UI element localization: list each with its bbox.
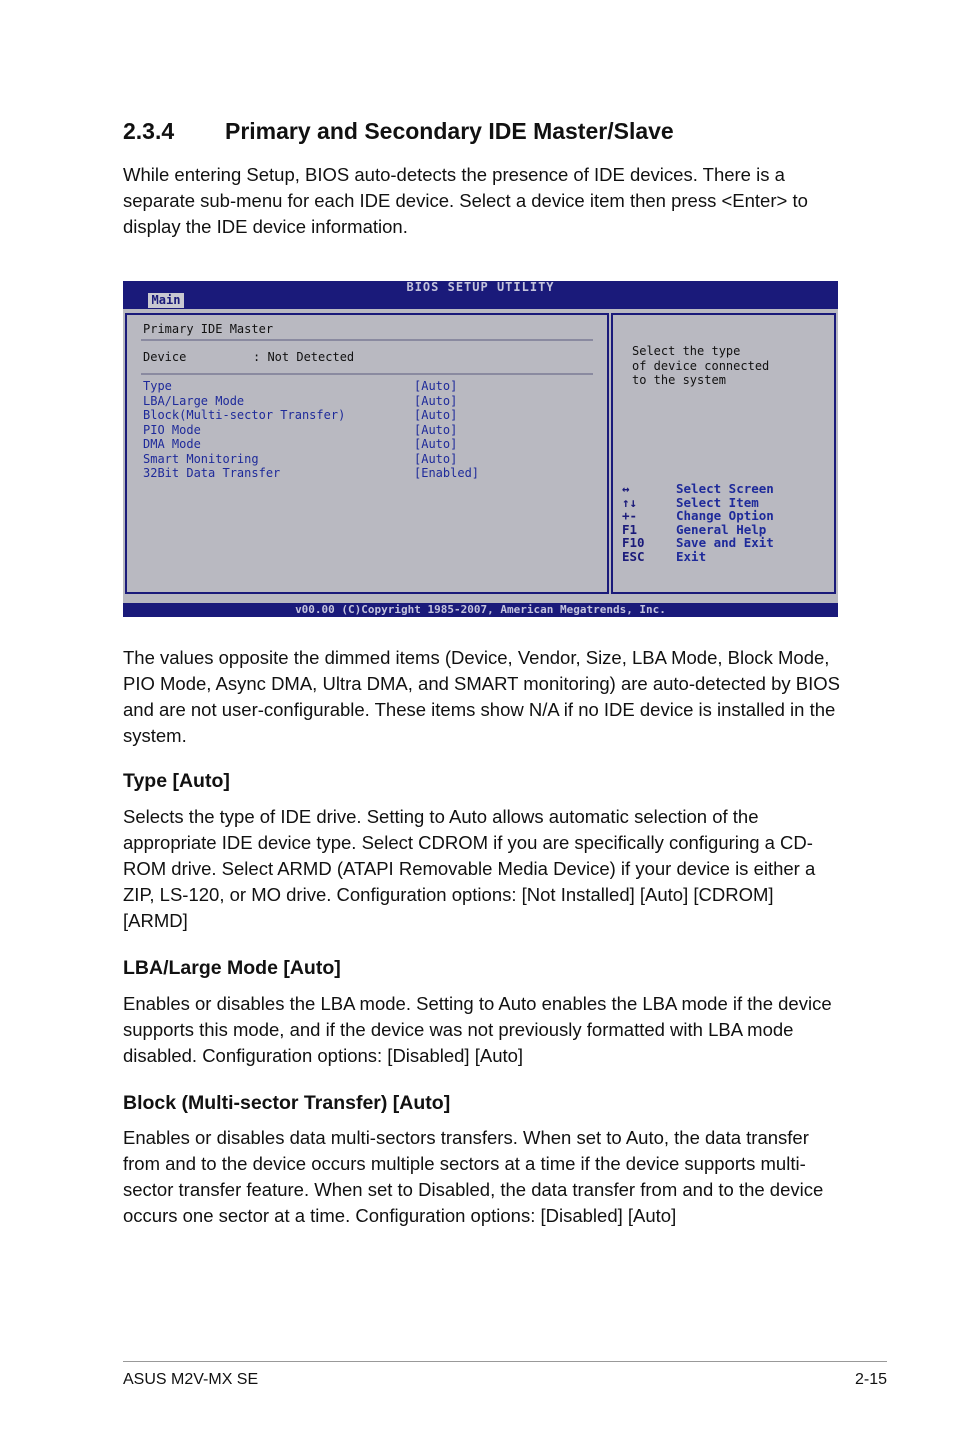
key-action: Exit bbox=[676, 548, 707, 564]
block-heading: Block (Multi-sector Transfer) [Auto] bbox=[123, 1092, 451, 1114]
lba-heading: LBA/Large Mode [Auto] bbox=[123, 957, 341, 979]
bios-item-smart-value[interactable]: [Auto] bbox=[414, 451, 458, 466]
bios-item-block-value[interactable]: [Auto] bbox=[414, 408, 458, 422]
key-action: Select Screen bbox=[676, 481, 774, 496]
bios-help-line: of device connected bbox=[632, 358, 770, 373]
bios-help-line: to the system bbox=[632, 373, 726, 387]
bios-divider bbox=[141, 339, 593, 341]
footer-divider bbox=[123, 1361, 887, 1362]
footer-page-number: 2-15 bbox=[854, 1371, 887, 1388]
key-action: Save and Exit bbox=[676, 535, 774, 550]
key-action: General Help bbox=[676, 521, 767, 537]
bios-item-type[interactable]: Type bbox=[143, 379, 172, 393]
section-number: 2.3.4 bbox=[123, 118, 175, 144]
footer-product: ASUS M2V-MX SE bbox=[123, 1371, 259, 1388]
section-title bbox=[123, 118, 674, 145]
bios-item-32bit-value[interactable]: [Enabled] bbox=[414, 466, 480, 480]
bios-divider bbox=[141, 373, 593, 375]
bios-item-block[interactable]: Block(Multi-sector Transfer) bbox=[143, 408, 346, 422]
type-paragraph: Selects the type of IDE drive. Setting to Auto allows automatic selection of the appropriate IDE device type. Select CDROM if you are specifically configuring a CD-ROM drive. Select ARMD (ATAPI Removable Media Device) if your device is either a ZIP, LS-120, or MO drive. Configuration options: [Not Installed] [Auto] [CDROM] [ARMD] bbox=[123, 806, 816, 931]
key-arrows-ud: ↑↓ bbox=[622, 494, 638, 510]
key-arrows-lr: ↔ bbox=[622, 481, 630, 496]
bios-tab-main[interactable]: Main bbox=[148, 293, 184, 308]
bios-item-lba[interactable]: LBA/Large Mode bbox=[143, 393, 245, 408]
values-paragraph: The values opposite the dimmed items (Device, Vendor, Size, LBA Mode, Block Mode, PIO Mode, Async DMA, Ultra DMA, and SMART monitoring) are auto-detected by BIOS and are not user-configurable. These items show N/A if no IDE device is installed in the system. bbox=[123, 647, 840, 746]
bios-title: BIOS SETUP UTILITY bbox=[406, 280, 555, 294]
bios-screenshot bbox=[123, 281, 838, 617]
block-paragraph: Enables or disables data multi-sectors transfers. When set to Auto, the data transfer from and to the device occurs multiple sectors at a time if the device supports multi-sector transfer feature. When set to Disabled, the data transfer from and to the device occurs one sector at a time. Configuration options: [Disabled] [Auto] bbox=[123, 1127, 824, 1226]
bios-title-bar bbox=[123, 281, 838, 309]
bios-device-label: Device bbox=[143, 350, 187, 364]
type-heading: Type [Auto] bbox=[123, 770, 230, 792]
bios-item-type-value[interactable]: [Auto] bbox=[414, 379, 458, 393]
key-plus-minus: +- bbox=[622, 508, 638, 523]
key-action: Change Option bbox=[676, 508, 774, 523]
bios-item-32bit[interactable]: 32Bit Data Transfer bbox=[143, 466, 281, 480]
bios-help-line: Select the type bbox=[632, 344, 741, 358]
bios-item-pio[interactable]: PIO Mode bbox=[143, 422, 201, 437]
bios-item-dma-value[interactable]: [Auto] bbox=[414, 437, 458, 451]
key-f1: F1 bbox=[622, 521, 638, 537]
key-action: Select Item bbox=[676, 494, 759, 510]
intro-paragraph: While entering Setup, BIOS auto-detects the presence of IDE devices. There is a separate sub-menu for each IDE device. Select a device item then press <Enter> to display the IDE device information. bbox=[123, 164, 808, 237]
bios-copyright: v00.00 (C)Copyright 1985-2007, American Megatrends, Inc. bbox=[123, 603, 838, 617]
bios-panel-title: Primary IDE Master bbox=[143, 322, 274, 336]
bios-item-pio-value[interactable]: [Auto] bbox=[414, 422, 458, 437]
bios-item-smart[interactable]: Smart Monitoring bbox=[143, 451, 259, 466]
key-f10: F10 bbox=[622, 535, 645, 550]
bios-item-dma[interactable]: DMA Mode bbox=[143, 437, 201, 451]
lba-paragraph: Enables or disables the LBA mode. Setting to Auto enables the LBA mode if the device supports this mode, and if the device was not previously formatted with LBA mode disabled. Configuration options: [Disabled] [Auto] bbox=[123, 993, 832, 1066]
key-esc: ESC bbox=[622, 548, 645, 564]
section-title-text: Primary and Secondary IDE Master/Slave bbox=[225, 118, 674, 144]
bios-device-value: : Not Detected bbox=[253, 350, 355, 364]
bios-item-lba-value[interactable]: [Auto] bbox=[414, 393, 458, 408]
